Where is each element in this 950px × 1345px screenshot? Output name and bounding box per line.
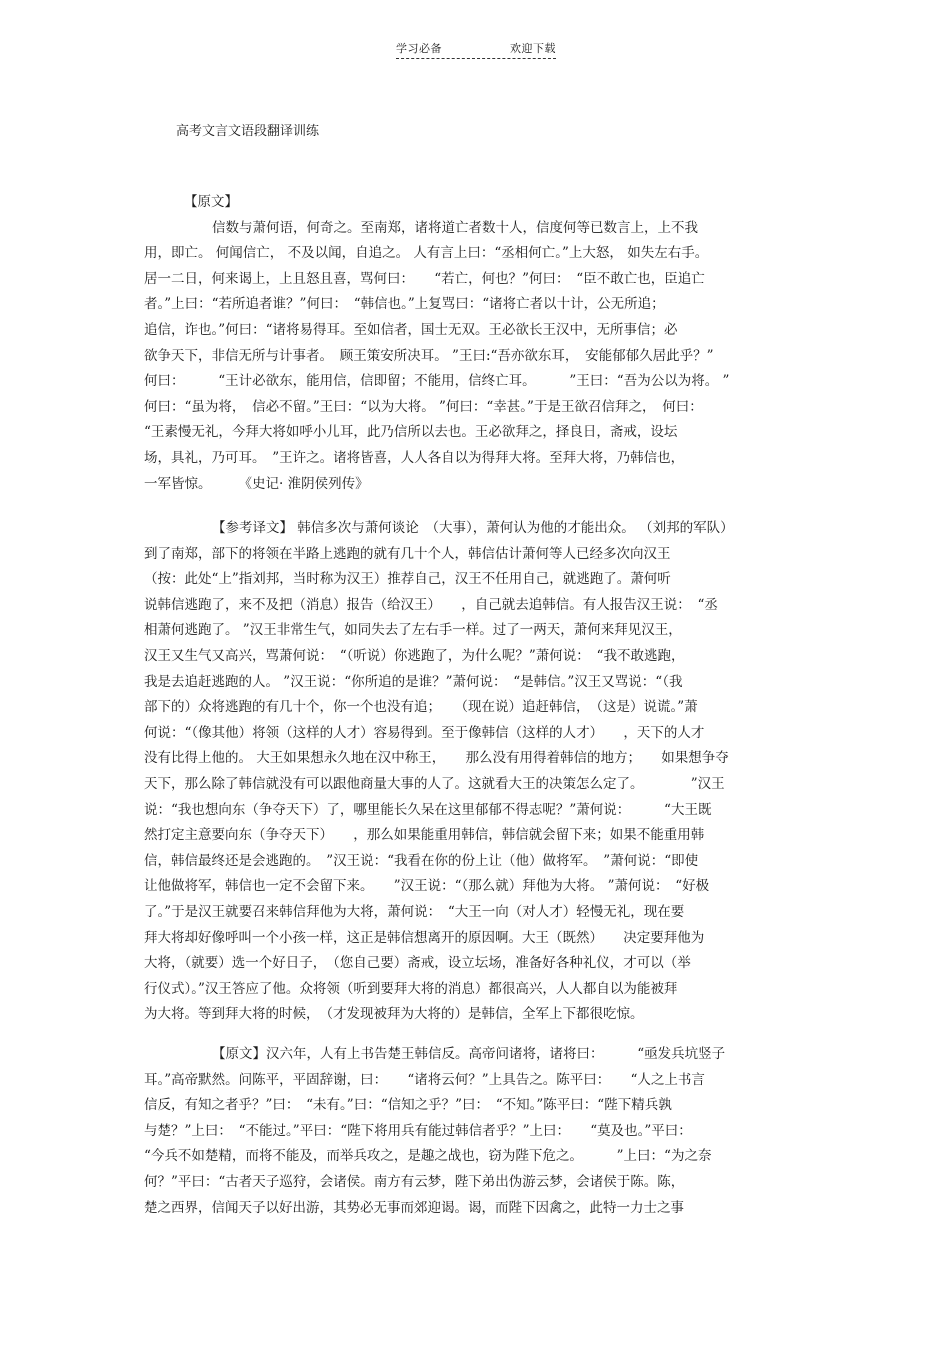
header-divider <box>396 58 556 59</box>
text-line: 我是去追赶逃跑的人。 ”汉王说：“你所追的是谁？”萧何说： “是韩信。”汉王又骂说：“（我 <box>144 673 683 690</box>
text-line: 了。”于是汉王就要召来韩信拜他为大将，萧何说： “大王一向（对人才）轻慢无礼，现在要 <box>144 903 685 920</box>
text-line: 信，韩信最终还是会逃跑的。 ”汉王说：“我看在你的份上让（他）做将军。 ”萧何说：“即使 <box>144 852 699 869</box>
text-line: 部下的）众将逃跑的有几十个，你一个也没有追； （现在说）追赶韩信， （这是）说谎。”萧 <box>144 699 698 716</box>
text-line: 大将，（就要）选一个好日子， （您自己要）斋戒，设立坛场，准备好各种礼仪，才可以（举 <box>144 955 691 972</box>
text-line: 场，具礼，乃可耳。 ”王许之。诸将皆喜，人人各自以为得拜大将。至拜大将，乃韩信也， <box>144 449 685 466</box>
text-line: 何曰：“虽为将， 信必不留。”王曰：“以为大将。 ”何曰：“幸甚。”于是王欲召信拜之， 何曰： <box>144 398 703 415</box>
document-title: 高考文言文语段翻译训练 <box>176 124 320 139</box>
text-line: 天下，那么除了韩信就没有可以跟他商量大事的人了。这就看大王的决策怎么定了。 ”汉王 <box>144 775 725 792</box>
text-line: 何曰： “王计必欲东，能用信，信即留；不能用，信终亡耳。 ”王曰：“吾为公以为将。 ” <box>144 373 730 390</box>
text-line: 与楚？”上曰： “不能过。”平曰：“陛下将用兵有能过韩信者乎？”上曰： “莫及也。”平曰： <box>144 1122 692 1139</box>
text-line: 用，即亡。 何闻信亡， 不及以闻，自追之。 人有言上曰：“丞相何亡。”上大怒， 如失左右手。 <box>144 245 709 262</box>
text-line: 没有比得上他的。 大王如果想永久地在汉中称王， 那么没有用得着韩信的地方； 如果想争夺 <box>144 750 729 767</box>
text-line: 居一二日，何来谒上，上且怒且喜，骂何曰： “若亡，何也？”何曰： “臣不敢亡也，臣追亡 <box>144 270 705 287</box>
text-line: 说：“我也想向东（争夺天下）了，哪里能长久呆在这里郁郁不得志呢？”萧何说： “大王既 <box>144 801 712 818</box>
text-line: 然打定主意要向东（争夺天下） ，那么如果能重用韩信，韩信就会留下来；如果不能重用韩 <box>144 827 705 844</box>
text-line: 拜大将却好像呼叫一个小孩一样，这正是韩信想离开的原因啊。大王（既然） 决定要拜他为 <box>144 929 705 946</box>
text-line: 耳。”高帝默然。问陈平，平固辞谢，曰： “诸将云何？”上具告之。陈平曰： “人之上书言 <box>144 1071 705 1088</box>
text-line: （按：此处“上”指刘邦，当时称为汉王）推荐自己，汉王不任用自己，就逃跑了。萧何听 <box>144 571 671 588</box>
section-original-text-1 <box>144 190 812 497</box>
text-line: 信数与萧何语，何奇之。至南郑，诸将道亡者数十人，信度何等已数言上，上不我 <box>212 219 698 236</box>
text-line: “王素慢无礼，今拜大将如呼小儿耳，此乃信所以去也。王必欲拜之，择良日，斋戒，设坛 <box>144 424 678 441</box>
text-line: 让他做将军，韩信也一定不会留下来。 ”汉王说：“（那么就）拜他为大将。 ”萧何说： “好极 <box>144 878 710 895</box>
text-line: 为大将。等到拜大将的时候， （才发现被拜为大将的）是韩信，全军上下都很吃惊。 <box>144 1006 644 1023</box>
text-line: 一军皆惊。 《史记· 淮阴侯列传》 <box>144 475 369 492</box>
header-left-text: 学习必备 <box>396 42 442 55</box>
text-line: 欲争天下，非信无所与计事者。 顾王策安所决耳。 ”王曰:“吾亦欲东耳， 安能郁郁久居此乎？” <box>144 347 714 364</box>
text-line: 追信，诈也。”何曰：“诸将易得耳。至如信者，国士无双。王必欲长王汉中，无所事信；必 <box>144 321 678 338</box>
text-line: 信反，有知之者乎？”曰： “未有。”曰：“信知之乎？”曰： “不知。”陈平曰：“陛下精兵孰 <box>144 1097 672 1114</box>
text-line: 行仪式）。”汉王答应了他。众将领（听到要拜大将的消息）都很高兴，人人都自以为能被拜 <box>144 980 678 997</box>
text-line: 者。”上曰：“若所追者谁？”何曰： “韩信也。”上复骂曰：“诸将亡者以十计，公无所追； <box>144 296 665 313</box>
text-line: 汉王又生气又高兴，骂萧何说： “（听说）你逃跑了，为什么呢？”萧何说： “我不敢逃跑， <box>144 647 685 664</box>
text-line: 何？”平曰：“古者天子巡狩，会诸侯。南方有云梦，陛下弟出伪游云梦，会诸侯于陈。陈， <box>144 1173 685 1190</box>
header-right-text: 欢迎下载 <box>510 42 556 55</box>
text-line: 说韩信逃跑了，来不及把（消息）报告（给汉王） ，自己就去追韩信。有人报告汉王说： “丞 <box>144 596 718 613</box>
text-line: 到了南郑，部下的将领在半路上逃跑的就有几十个人，韩信估计萧何等人已经多次向汉王 <box>144 545 671 562</box>
section-original-text-2 <box>144 1042 812 1221</box>
text-line: 相萧何逃跑了。 ”汉王非常生气，如同失去了左右手一样。过了一两天，萧何来拜见汉王， <box>144 622 682 639</box>
text-line: 楚之西界，信闻天子以好出游，其势必无事而郊迎谒。谒，而陛下因禽之，此特一力士之事 <box>144 1199 684 1216</box>
text-line: 【参考译文】 韩信多次与萧何谈论 （大事），萧何认为他的才能出众。 （刘邦的军队） <box>212 520 734 536</box>
page-header <box>396 40 556 59</box>
text-line: “今兵不如楚精，而将不能及，而举兵攻之，是趣之战也，窃为陛下危之。 ”上曰：“为之奈 <box>144 1148 712 1165</box>
section-heading: 【原文】 <box>184 194 238 210</box>
text-line: 何说：“（像其他）将领（这样的人才）容易得到。至于像韩信（这样的人才） ，天下的人才 <box>144 724 705 741</box>
section-translation <box>144 516 812 1028</box>
text-line: 【原文】汉六年，人有上书告楚王韩信反。高帝问诸将，诸将曰： “亟发兵坑竖子 <box>212 1046 726 1062</box>
